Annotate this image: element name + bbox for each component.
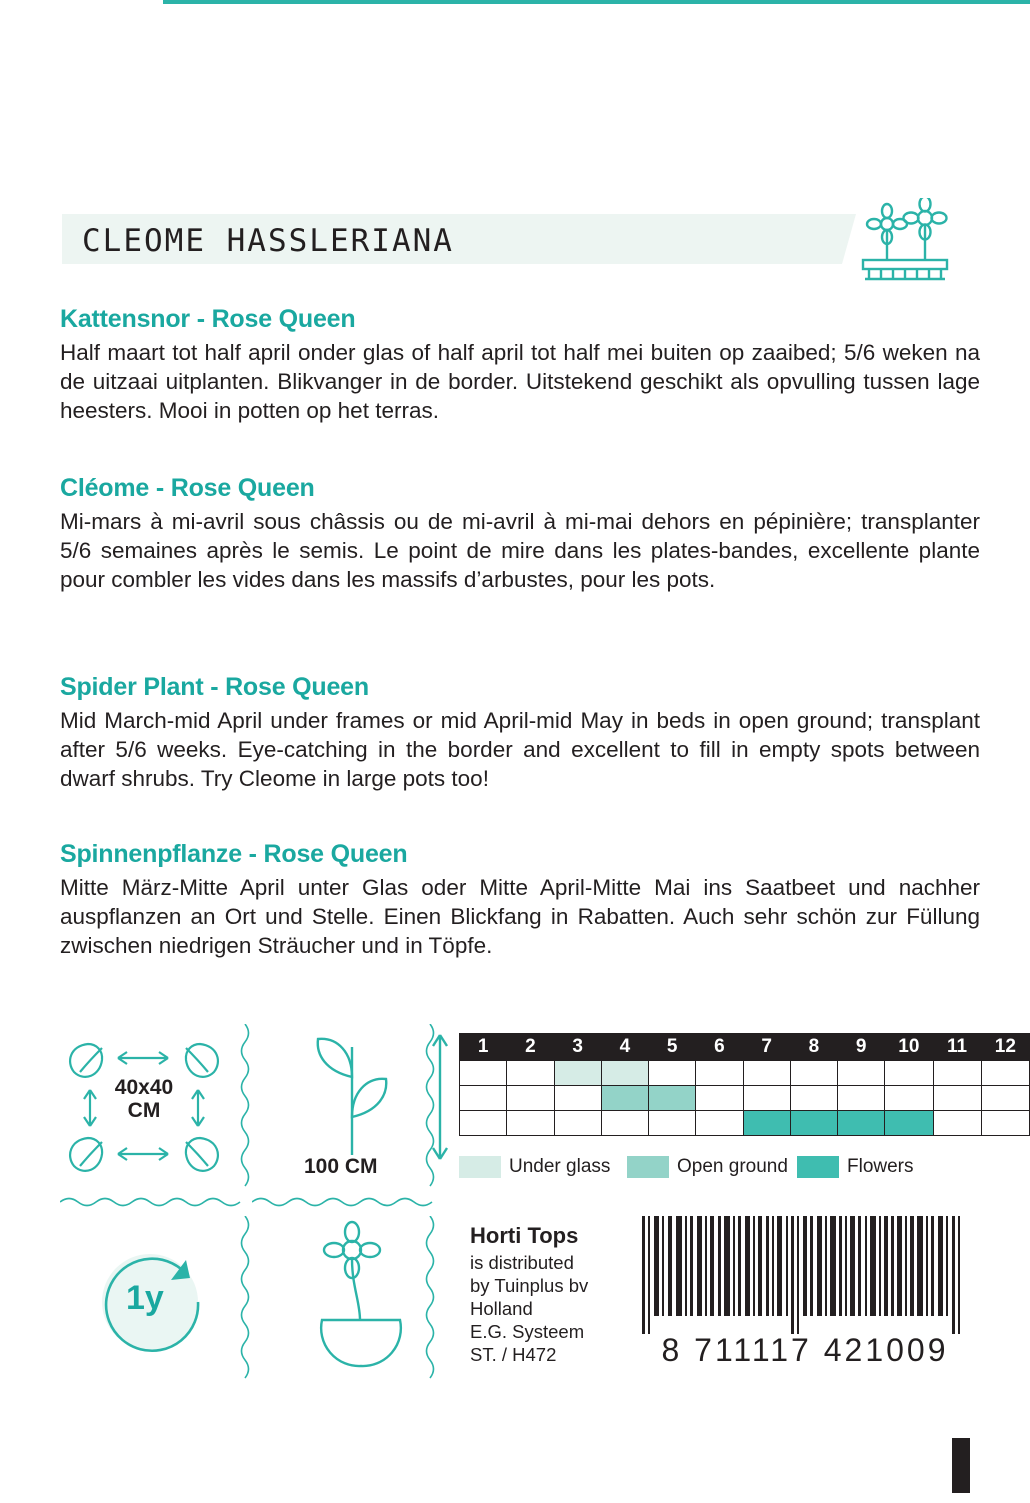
section-body-de: Mitte März-Mitte April unter Glas oder Mitte April-Mitte Mai ins Saatbeet und nachher auspflanzen an Ort und Stelle. Einen Blickfang in Rabatten. Auch sehr schön zur Füllung zwischen niedrigen Sträucher und in Töpfe. xyxy=(60,875,980,958)
month-header: 5 xyxy=(649,1034,696,1061)
title-banner xyxy=(62,214,842,264)
text-block-nl xyxy=(60,305,980,425)
legend-swatch-flowers xyxy=(797,1156,839,1178)
month-header: 6 xyxy=(696,1034,743,1061)
section-heading-fr: Cléome - Rose Queen xyxy=(60,474,315,502)
calendar-legend xyxy=(459,1156,959,1182)
month-header: 8 xyxy=(790,1034,837,1061)
calendar-row-open-ground xyxy=(460,1086,1030,1111)
section-heading-en: Spider Plant - Rose Queen xyxy=(60,673,369,701)
divider-wave-1 xyxy=(238,1024,252,1194)
print-registration-mark xyxy=(952,1438,970,1493)
month-header: 12 xyxy=(981,1034,1029,1061)
lifecycle-label: 1y xyxy=(126,1279,164,1317)
section-body-en: Mid March-mid April under frames or mid April-mid May in beds in open ground; transplant after 5/6 weeks. Eye-catching in the border and excellent to fill in empty spots between dwarf shrubs. Try Cleome in large pots too! xyxy=(60,708,980,791)
distributor-line: E.G. Systeem xyxy=(470,1321,585,1342)
text-block-fr xyxy=(60,474,980,594)
calendar-row-under-glass xyxy=(460,1061,1030,1086)
month-header: 11 xyxy=(933,1034,981,1061)
distributor-line: ST. / H472 xyxy=(470,1344,557,1365)
calendar-row-flowers xyxy=(460,1111,1030,1136)
legend-label-under-glass: Under glass xyxy=(509,1156,611,1177)
month-header: 10 xyxy=(885,1034,933,1061)
text-block-de xyxy=(60,840,980,960)
plant-spacing-value: 40x40 xyxy=(114,1076,174,1099)
plant-spacing-unit: CM xyxy=(127,1099,161,1122)
month-header: 3 xyxy=(554,1034,601,1061)
divider-wave-3 xyxy=(238,1216,252,1386)
text-block-en xyxy=(60,673,980,793)
calendar-header-row xyxy=(460,1034,1030,1061)
section-heading-de: Spinnenpflanze - Rose Queen xyxy=(60,840,408,868)
month-header: 7 xyxy=(743,1034,790,1061)
month-header: 1 xyxy=(460,1034,507,1061)
month-header: 9 xyxy=(838,1034,885,1061)
barcode xyxy=(640,1216,970,1376)
distributor-line: by Tuinplus bv xyxy=(470,1275,589,1296)
section-heading-nl: Kattensnor - Rose Queen xyxy=(60,305,356,333)
section-body-fr: Mi-mars à mi-avril sous châssis ou de mi-avril à mi-mai dehors en pépinière; transplanter 5/6 semaines après le semis. Le point de mire dans les plates-bandes, excellente plante pour combler les vides dans les massifs d’arbustes, pour les pots. xyxy=(60,509,980,592)
plant-spacing-label xyxy=(84,1076,204,1122)
flower-in-pot-icon xyxy=(292,1216,452,1381)
legend-label-flowers: Flowers xyxy=(847,1156,914,1177)
distributor-line: Holland xyxy=(470,1298,533,1319)
page-title: CLEOME HASSLERIANA xyxy=(82,223,454,259)
legend-label-open-ground: Open ground xyxy=(677,1156,788,1177)
divider-wave-h-mid xyxy=(252,1195,437,1214)
sowing-calendar xyxy=(459,1033,1030,1136)
section-body-nl: Half maart tot half april onder glas of half april tot half mei buiten op zaaibed; 5/6 weken na de uitzaai uitplanten. Blikvanger in de border. Uitstekend geschikt als opvulling tussen lage heesters. Mooi in potten op het terras. xyxy=(60,340,980,423)
divider-wave-h-left xyxy=(60,1195,245,1214)
seedling-tray-icon xyxy=(855,198,955,288)
month-header: 4 xyxy=(601,1034,648,1061)
brand-name: Horti Tops xyxy=(470,1223,579,1248)
calendar-table xyxy=(459,1033,1030,1136)
legend-swatch-under-glass xyxy=(459,1156,501,1178)
distributor-line: is distributed xyxy=(470,1252,574,1273)
legend-swatch-open-ground xyxy=(627,1156,669,1178)
plant-height-label: 100 CM xyxy=(304,1155,378,1178)
month-header: 2 xyxy=(507,1034,554,1061)
barcode-digits: 8 711117 421009 xyxy=(661,1332,949,1368)
